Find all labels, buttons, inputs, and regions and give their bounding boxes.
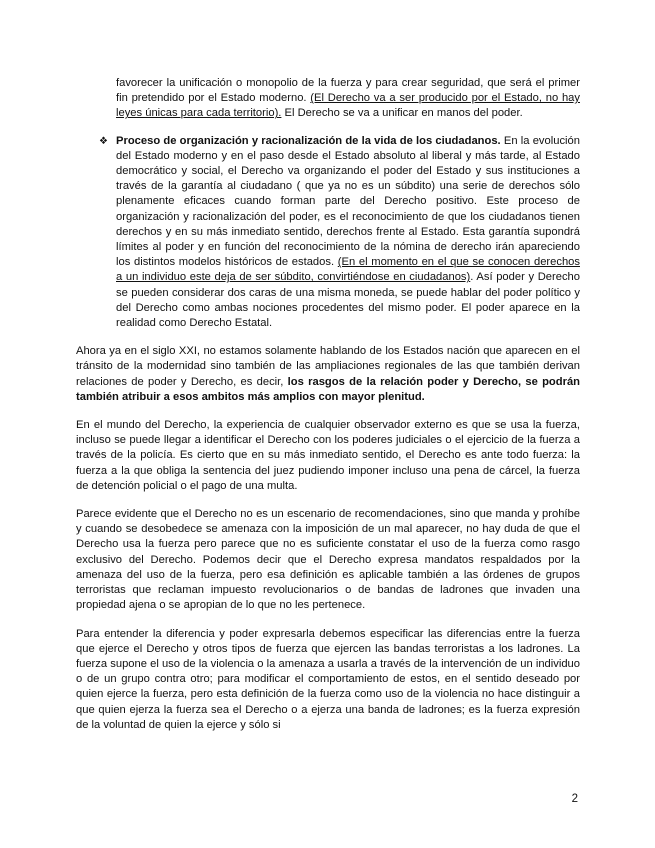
- text-segment: En la evolución del Estado moderno y en el paso desde el Estado absoluto al liberal y más tarde, al Estado democrático y social, el Derecho va organizando el poder del Estado y sus instituciones a través de la garantía al ciudadano ( que ya no es un súbdito) una serie de derechos sólo plenamente eficaces cuando forman parte del Derecho positivo. Este proceso de organización y racionalización del poder, es el reconocimiento de que los ciudadanos tienen derechos y en su más inmediato sentido, derechos frente al Estado. Esta garantía supondrá límites al poder y en función del reconocimiento de la nómina de derecho irán apareciendo los distintos modelos históricos de estados.: [116, 134, 580, 269]
- paragraph-para-entender: Para entender la diferencia y poder expresarla debemos especificar las diferencias entre la fuerza que ejerce el Derecho y otros tipos de fuerza que ejercen las bandas terroristas a los ladrones. La fuerza supone el uso de la violencia o la amenaza a usarla a través de la intervención de un individuo o de un grupo contra otro; para modificar el comportamiento de estos, en el sentido deseado por quien ejerce la fuerza, pero esta definición de la fuerza como uso de la violencia no hace distinguir a que quien ejerza la fuerza sea el Derecho o a ejerza una banda de ladrones; es la fuerza expresión de la voluntad de quien la ejerce y sólo si: [76, 627, 580, 731]
- underlined-text: (En el momento en el que se conocen derechos a un individuo este deja de ser súbdito, convirtiéndose en ciudadanos): [116, 256, 580, 284]
- paragraph-intro-continuation: [116, 76, 580, 122]
- paragraph-parece-evidente: Parece evidente que el Derecho no es un escenario de recomendaciones, sino que manda y prohíbe y cuando se desobedece se amenaza con la imposición de un mal aparecer, no hay duda de que el Derecho usa la fuerza pero parece que no es suficiente constatar el uso de la fuerza como rasgo exclusivo del Derecho. Podemos decir que el Derecho expresa mandatos respaldados por la amenaza del uso de la fuerza, pero esa definición es aplicable también a las órdenes de grupos terroristas que reclaman impuesto revolucionarios o de bandas de ladrones que invaden una propiedad ajena o se apropian de lo que no les pertenece.: [76, 508, 580, 612]
- text-segment: Ahora ya en el siglo XXI, no estamos solamente hablando de los Estados nación que aparecen en el tránsito de la modernidad sino también de las ampliaciones regionales de las que también derivan relaciones de poder y Derecho, es decir,: [76, 345, 580, 388]
- underlined-text: (El Derecho va a ser producido por el Estado, no hay leyes únicas para cada territorio).: [116, 92, 580, 120]
- bullet-item-organizacion: [99, 134, 580, 332]
- page-number: 2: [571, 793, 578, 805]
- text-segment: . Así poder y Derecho se pueden considerar dos caras de una misma moneda, se puede hablar del poder político y del Derecho como ambas nociones procedentes del mismo poder. El poder aparece en la realidad como Derecho Estatal.: [116, 271, 580, 330]
- bullet-title: Proceso de organización y racionalización de la vida de los ciudadanos.: [116, 134, 501, 147]
- paragraph-mundo-derecho: En el mundo del Derecho, la experiencia de cualquier observador externo es que se usa la fuerza, incluso se puede llegar a identificar el Derecho con los poderes judiciales o el ejercicio de la fuerza a través de la policía. Es cierto que en su más inmediato sentido, el Derecho es ante todo fuerza: la fuerza a la que obliga la sentencia del juez pudiendo imponer incluso una pena de cárcel, la fuerza de detención policial o el pago de una multa.: [76, 419, 580, 492]
- text-segment: El Derecho se va a unificar en manos del poder.: [281, 107, 523, 120]
- text-segment: favorecer la unificación o monopolio de la fuerza y para crear seguridad, que será el primer fin pretendido por el Estado moderno.: [116, 77, 580, 105]
- bold-text: los rasgos de la relación poder y Derecho, se podrán también atribuir a esos ambitos más amplios con mayor plenitud.: [76, 375, 580, 403]
- paragraph-siglo-xxi: [76, 344, 580, 405]
- diamond-bullet-icon: ❖: [99, 135, 108, 147]
